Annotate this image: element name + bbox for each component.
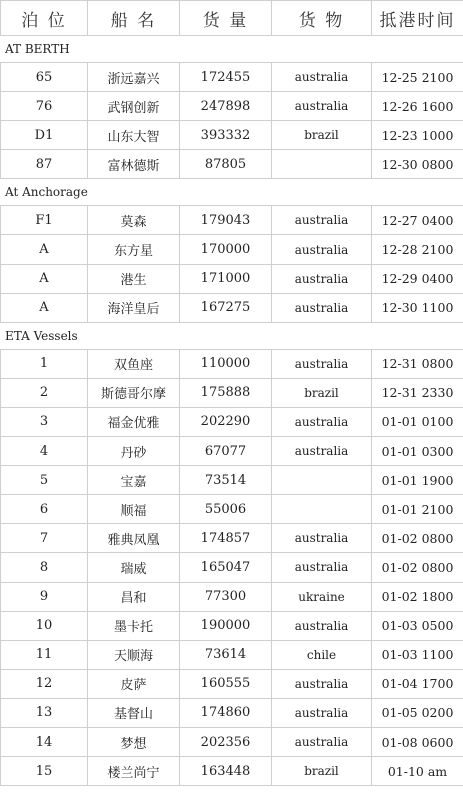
table-row <box>1 582 463 611</box>
table-row <box>1 698 463 727</box>
berth-cell: 87 <box>1 150 88 179</box>
quantity-cell: 165047 <box>180 553 272 582</box>
quantity-cell: 73514 <box>180 466 272 495</box>
vessel-name-cell: 楼兰尚宁 <box>88 757 180 786</box>
arrival-time-cell: 01-01 2100 <box>372 495 463 524</box>
berth-cell: D1 <box>1 121 88 150</box>
arrival-time-cell: 12-23 1000 <box>372 121 463 150</box>
cargo-cell: australia <box>272 206 372 235</box>
cargo-cell: australia <box>272 553 372 582</box>
arrival-time-cell: 01-02 0800 <box>372 524 463 553</box>
berth-cell: 10 <box>1 611 88 640</box>
cargo-cell <box>272 150 372 179</box>
vessel-name-cell: 昌和 <box>88 582 180 611</box>
quantity-cell: 170000 <box>180 235 272 264</box>
arrival-time-cell: 01-05 0200 <box>372 698 463 727</box>
arrival-time-cell: 01-10 am <box>372 757 463 786</box>
berth-cell: A <box>1 264 88 293</box>
section-title: ETA Vessels <box>1 322 463 349</box>
berth-cell: 3 <box>1 407 88 436</box>
section-title: AT BERTH <box>1 36 463 63</box>
vessel-name-cell: 皮萨 <box>88 669 180 698</box>
vessel-name-cell: 墨卡托 <box>88 611 180 640</box>
quantity-cell: 179043 <box>180 206 272 235</box>
table-row <box>1 121 463 150</box>
cargo-cell: chile <box>272 640 372 669</box>
berth-cell: 15 <box>1 757 88 786</box>
header-arrival-time: 抵港时间 <box>372 1 463 36</box>
header-cargo: 货 物 <box>272 1 372 36</box>
arrival-time-cell: 12-28 2100 <box>372 235 463 264</box>
quantity-cell: 174860 <box>180 698 272 727</box>
quantity-cell: 110000 <box>180 349 272 378</box>
arrival-time-cell: 12-31 0800 <box>372 349 463 378</box>
cargo-cell: australia <box>272 727 372 756</box>
arrival-time-cell: 12-31 2330 <box>372 378 463 407</box>
table-row <box>1 757 463 786</box>
table-row <box>1 727 463 756</box>
table-row <box>1 206 463 235</box>
cargo-cell: australia <box>272 349 372 378</box>
table-row <box>1 466 463 495</box>
table-row <box>1 407 463 436</box>
quantity-cell: 247898 <box>180 92 272 121</box>
quantity-cell: 202356 <box>180 727 272 756</box>
quantity-cell: 87805 <box>180 150 272 179</box>
table-row <box>1 524 463 553</box>
quantity-cell: 190000 <box>180 611 272 640</box>
vessel-name-cell: 双鱼座 <box>88 349 180 378</box>
vessel-name-cell: 海洋皇后 <box>88 293 180 322</box>
arrival-time-cell: 01-02 0800 <box>372 553 463 582</box>
cargo-cell: australia <box>272 63 372 92</box>
section-header-row <box>1 179 463 206</box>
cargo-cell: australia <box>272 698 372 727</box>
vessel-name-cell: 武钢创新 <box>88 92 180 121</box>
vessel-name-cell: 丹砂 <box>88 437 180 466</box>
vessel-name-cell: 顺福 <box>88 495 180 524</box>
arrival-time-cell: 01-03 0500 <box>372 611 463 640</box>
vessel-name-cell: 梦想 <box>88 727 180 756</box>
quantity-cell: 171000 <box>180 264 272 293</box>
section-header-row <box>1 322 463 349</box>
arrival-time-cell: 01-08 0600 <box>372 727 463 756</box>
berth-cell: 1 <box>1 349 88 378</box>
cargo-cell: brazil <box>272 378 372 407</box>
quantity-cell: 393332 <box>180 121 272 150</box>
cargo-cell: brazil <box>272 757 372 786</box>
cargo-cell: australia <box>272 611 372 640</box>
vessel-name-cell: 雅典凤凰 <box>88 524 180 553</box>
quantity-cell: 202290 <box>180 407 272 436</box>
quantity-cell: 160555 <box>180 669 272 698</box>
berth-cell: 13 <box>1 698 88 727</box>
arrival-time-cell: 12-30 0800 <box>372 150 463 179</box>
vessel-name-cell: 基督山 <box>88 698 180 727</box>
berth-cell: 6 <box>1 495 88 524</box>
table-row <box>1 437 463 466</box>
berth-cell: F1 <box>1 206 88 235</box>
arrival-time-cell: 01-01 0300 <box>372 437 463 466</box>
berth-cell: 76 <box>1 92 88 121</box>
table-row <box>1 669 463 698</box>
header-vessel-name: 船 名 <box>88 1 180 36</box>
table-row <box>1 63 463 92</box>
cargo-cell <box>272 495 372 524</box>
vessel-name-cell: 东方星 <box>88 235 180 264</box>
cargo-cell: australia <box>272 235 372 264</box>
cargo-cell: australia <box>272 92 372 121</box>
quantity-cell: 167275 <box>180 293 272 322</box>
vessel-name-cell: 山东大智 <box>88 121 180 150</box>
cargo-cell: australia <box>272 407 372 436</box>
vessel-name-cell: 富林德斯 <box>88 150 180 179</box>
vessel-name-cell: 宝嘉 <box>88 466 180 495</box>
table-row <box>1 611 463 640</box>
arrival-time-cell: 12-25 2100 <box>372 63 463 92</box>
quantity-cell: 77300 <box>180 582 272 611</box>
berth-cell: 5 <box>1 466 88 495</box>
cargo-cell <box>272 466 372 495</box>
berth-cell: 65 <box>1 63 88 92</box>
cargo-cell: australia <box>272 437 372 466</box>
table-row <box>1 640 463 669</box>
berth-cell: 2 <box>1 378 88 407</box>
table-row <box>1 349 463 378</box>
arrival-time-cell: 01-01 0100 <box>372 407 463 436</box>
cargo-cell: brazil <box>272 121 372 150</box>
table-row <box>1 150 463 179</box>
section-header-row <box>1 36 463 63</box>
berth-cell: A <box>1 235 88 264</box>
vessel-name-cell: 浙远嘉兴 <box>88 63 180 92</box>
cargo-cell: australia <box>272 524 372 553</box>
arrival-time-cell: 01-01 1900 <box>372 466 463 495</box>
arrival-time-cell: 01-04 1700 <box>372 669 463 698</box>
arrival-time-cell: 12-27 0400 <box>372 206 463 235</box>
berth-cell: 12 <box>1 669 88 698</box>
vessel-name-cell: 瑞威 <box>88 553 180 582</box>
berth-cell: 7 <box>1 524 88 553</box>
table-row <box>1 235 463 264</box>
berth-cell: 14 <box>1 727 88 756</box>
table-row <box>1 92 463 121</box>
vessel-name-cell: 天顺海 <box>88 640 180 669</box>
quantity-cell: 174857 <box>180 524 272 553</box>
berth-cell: 11 <box>1 640 88 669</box>
vessel-name-cell: 斯德哥尔摩 <box>88 378 180 407</box>
cargo-cell: australia <box>272 669 372 698</box>
cargo-cell: australia <box>272 293 372 322</box>
quantity-cell: 163448 <box>180 757 272 786</box>
arrival-time-cell: 12-30 1100 <box>372 293 463 322</box>
table-row <box>1 264 463 293</box>
arrival-time-cell: 12-26 1600 <box>372 92 463 121</box>
berth-cell: 8 <box>1 553 88 582</box>
vessel-name-cell: 莫森 <box>88 206 180 235</box>
berth-cell: 9 <box>1 582 88 611</box>
header-berth: 泊 位 <box>1 1 88 36</box>
quantity-cell: 73614 <box>180 640 272 669</box>
quantity-cell: 67077 <box>180 437 272 466</box>
quantity-cell: 55006 <box>180 495 272 524</box>
vessel-name-cell: 福金优雅 <box>88 407 180 436</box>
quantity-cell: 175888 <box>180 378 272 407</box>
header-quantity: 货 量 <box>180 1 272 36</box>
table-row <box>1 378 463 407</box>
arrival-time-cell: 01-03 1100 <box>372 640 463 669</box>
table-row <box>1 553 463 582</box>
table-row <box>1 495 463 524</box>
quantity-cell: 172455 <box>180 63 272 92</box>
table-row <box>1 293 463 322</box>
berth-cell: 4 <box>1 437 88 466</box>
cargo-cell: australia <box>272 264 372 293</box>
arrival-time-cell: 12-29 0400 <box>372 264 463 293</box>
vessel-name-cell: 港生 <box>88 264 180 293</box>
table-body <box>1 36 463 786</box>
berth-cell: A <box>1 293 88 322</box>
section-title: At Anchorage <box>1 179 463 206</box>
header-row <box>1 1 463 36</box>
arrival-time-cell: 01-02 1800 <box>372 582 463 611</box>
cargo-cell: ukraine <box>272 582 372 611</box>
